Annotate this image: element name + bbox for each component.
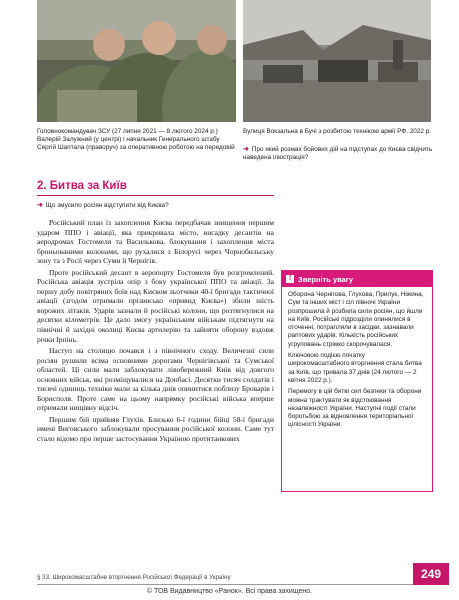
notice-paragraph: Ключовою подією початку широкомасштабного вторгнення стала битва за Київ, що тривала 37 днів (24 лютого — 2 квітня 2022 р.). [288,352,422,384]
paragraph: Першим бій прийняв Глухів. Близько 6-ї години бійці 58-ї бригади имені Виговського заблокували просування російської колони. Саме тут стало відомо про перше застосування Україною протитанкових [37,414,274,444]
exclamation-icon: ! [286,275,294,283]
notice-body [282,287,432,437]
photo-question-text: Про який розмах бойових дій на підступах до Києва свідчить наведена ілюстрація? [243,146,433,162]
page-number: 249 [413,563,449,585]
section-question [37,202,274,210]
notice-box [281,270,433,492]
paragraph: Наступ на столицю почався і з північного сходу. Величезні сили росіян рушили всіма основними дорогами Чернігівської та Сумської областей. Ці сили мали заблокувати лівобережний Київ від довгого основних військ, які розміщувалися на Донбасі. Десятки тисяч солдатів і тисячі одиниць техніки мали за кілька днів опинитися поблизу Броварів і Борисполя. Проте саме на цьому напрямку російські війська вперше отримали нищівну відсіч. [37,346,274,413]
section-title: 2. Битва за Київ [37,180,127,192]
notice-title: Зверніть увагу [298,274,354,284]
footer-chapter: § 33. Широкомасштабне вторгнення Російської Федерації в Україну [37,574,231,581]
question-arrow-icon: ➜ [37,202,43,209]
notice-paragraph: Перемогу в цій битві сил безпеки та оборони можна трактувати як відстоювання незалежності України. Наступні події стали боротьбою за відновлення територіальної цілісності України. [288,388,422,429]
notice-header [282,271,432,287]
photo-caption-bucha: Вулиця Вокзальна в Бучі з розбитою технікою армії РФ. 2022 р. [243,128,432,135]
footer-divider [37,584,432,585]
paragraph: Проте російський десант в аеропорту Гостомеля був розгромлений. Російська авіація зустріла опір з боку української ППО та авіації. За першу добу повітряних боїв над Києвом льотчики 40-ї бригади тактичної авіації (згодом отримали прізвисько «привид Києва») збили шість ворожих літаків. Ударів зазнали й російські колони, що розтягнулися на десятки кілометрів. Це дало змогу українським військам підтягнути на північні й західні околиці Києва артилерію та зайняти оборону вздовж річки Ірпінь. [37,267,274,344]
photo-bucha-street [243,0,431,122]
main-text [37,218,274,446]
section-divider [37,195,274,196]
question-arrow-icon: ➜ [243,146,249,153]
paragraph: Російський план із захоплення Києва передбачав знищення першим ударом ППО і авіації, яка прикривала місто, висадку десантів на аеродромах Гостомеля та Василькова, блокування і захоплення міста броньованими колонами, що рухалися з Білорусі через Чорнобильську зону та з Росії через Суми й Чернігів. [37,218,274,266]
notice-paragraph: Оборона Чернігова, Глухова, Прилук, Ніжина, Сум та інших міст і сіл півночі України розпрошила й розбила сили росіян, що йшли на Київ. Російські підрозділи опинялися в оточенні, потрапляли в засідки, зазнавали раптових ударів. Кількість російських угруповань стрімко скорочувалася. [288,291,424,348]
copyright: © ТОВ Видавництво «Ранок». Всі права захищено. [146,588,313,595]
photo-caption-commanders: Головнокомандувач ЗСУ (27 липня 2021 — 8 лютого 2024 р.) Валерій Залужний (у центрі) і начальник Генерального штабу Сергій Шаптала (праворуч) за оперативною роботою на передовій [37,128,235,152]
photo-question [243,146,433,162]
photo-commanders [37,0,236,122]
section-question-text: Що змусило росіян відступити від Києва? [45,202,169,209]
